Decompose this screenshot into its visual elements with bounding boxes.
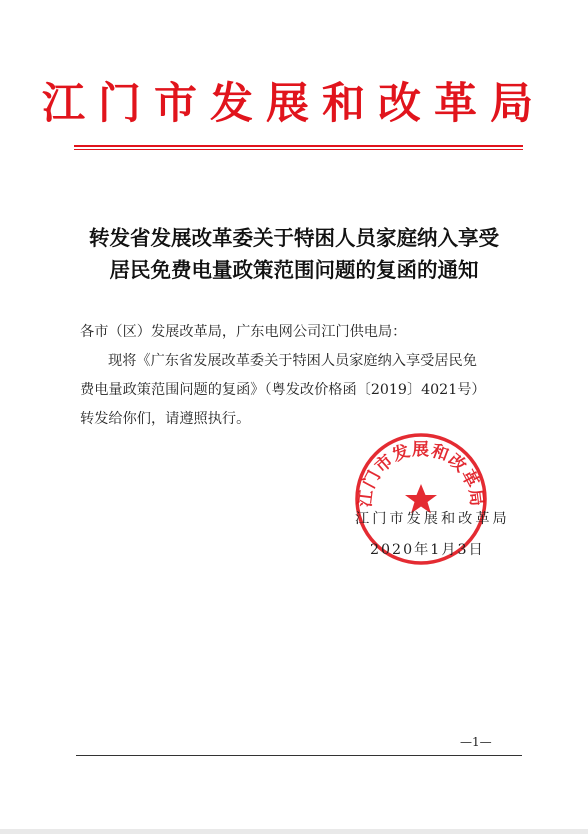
- footer-rule: [76, 755, 522, 756]
- letterhead-title: 江门市发展和改革局: [42, 79, 546, 129]
- body-line-2: 费电量政策范围问题的复函》（粤发改价格函〔2019〕4021号）: [80, 382, 486, 398]
- letterhead-rule-thick: [74, 145, 523, 147]
- letterhead-rule-thin: [74, 149, 523, 150]
- body-paragraph: [80, 347, 520, 434]
- page-bottom-edge: [0, 829, 588, 834]
- signature-org: 江门市发展和改革局: [355, 511, 510, 527]
- body-line-3: 转发给你们，请遵照执行。: [80, 411, 251, 427]
- document-title-line-2: 居民免费电量政策范围问题的复函的通知: [109, 258, 479, 282]
- document-title-line-1: 转发省发展改革委关于特困人员家庭纳入享受: [89, 226, 499, 250]
- page-number: —1—: [460, 735, 492, 749]
- seal-text: 江门市发展和改革局: [355, 439, 487, 509]
- body-line-1: 现将《广东省发展改革委关于特困人员家庭纳入享受居民免: [108, 353, 477, 369]
- salutation: 各市（区）发展改革局，广东电网公司江门供电局：: [80, 324, 407, 340]
- signature-date: 2020年1月3日: [370, 542, 485, 558]
- document-title: [40, 222, 548, 286]
